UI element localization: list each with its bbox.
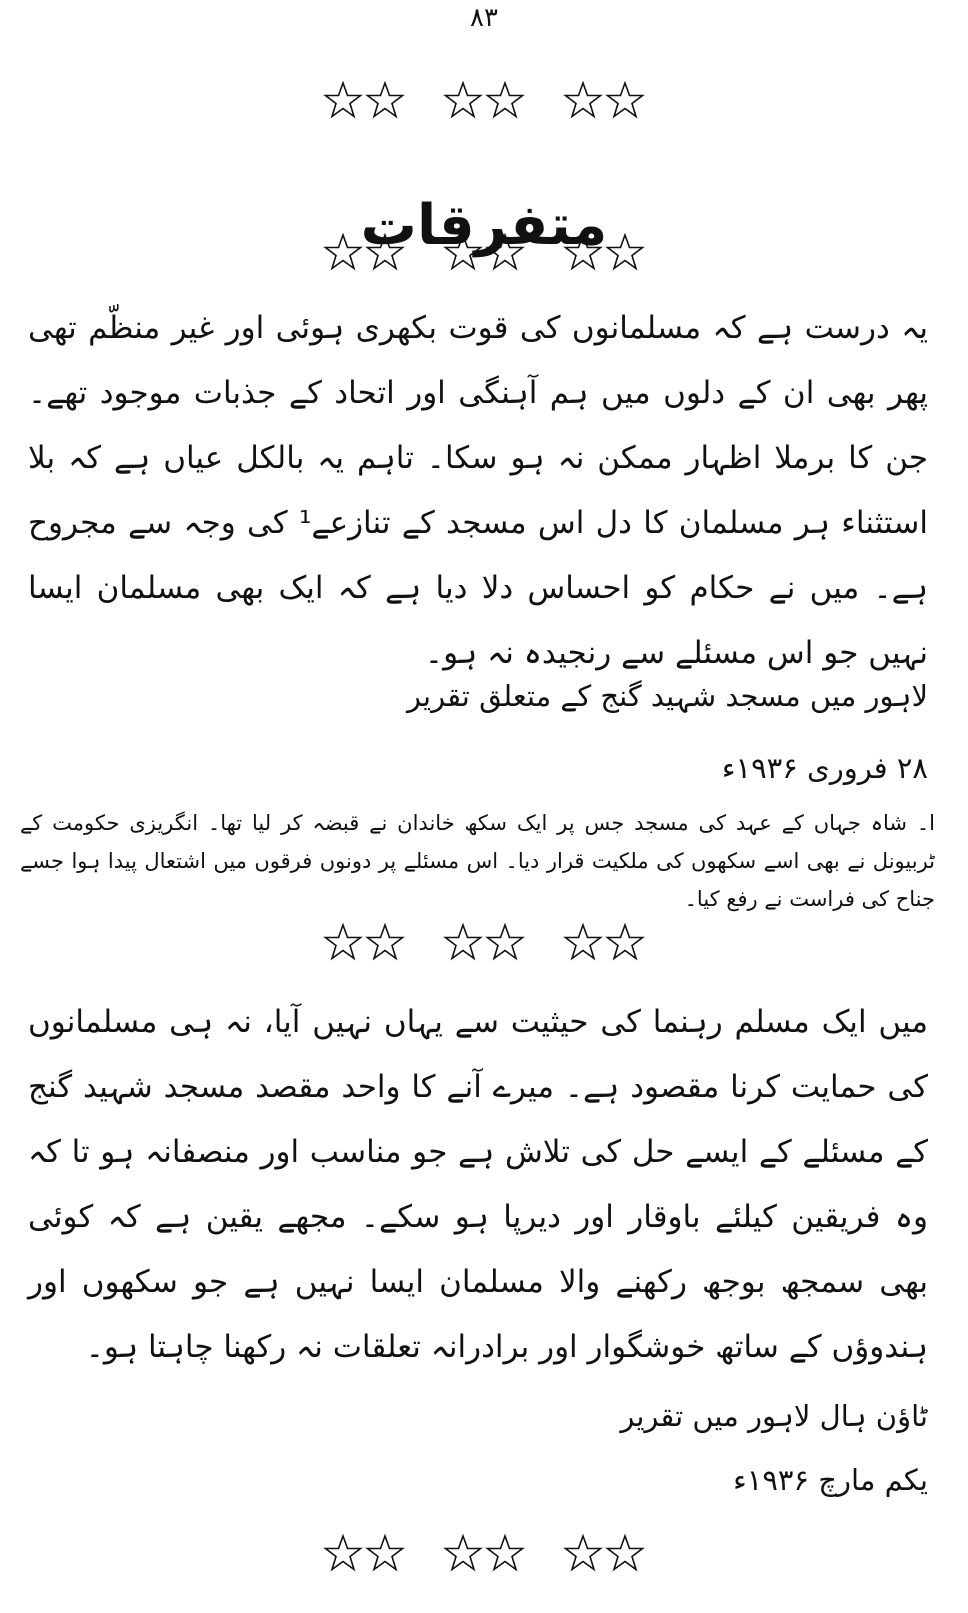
star-outline-icon [365, 232, 405, 272]
star-outline-icon [323, 232, 363, 272]
star-group [563, 1533, 645, 1573]
star-divider-top [0, 80, 968, 120]
star-outline-icon [365, 1533, 405, 1573]
speech-occasion: ٹاؤن ہال لاہور میں تقریر [620, 1399, 928, 1433]
star-divider-below-title [0, 232, 968, 272]
star-group [323, 232, 405, 272]
star-outline-icon [443, 1533, 483, 1573]
star-outline-icon [563, 80, 603, 120]
star-outline-icon [365, 80, 405, 120]
star-group [443, 1533, 525, 1573]
star-outline-icon [605, 232, 645, 272]
star-outline-icon [605, 922, 645, 962]
speech-occasion: لاہور میں مسجد شہید گنج کے متعلق تقریر [407, 679, 928, 713]
star-outline-icon [485, 80, 525, 120]
star-group [443, 232, 525, 272]
star-outline-icon [443, 922, 483, 962]
star-group [563, 232, 645, 272]
star-outline-icon [323, 1533, 363, 1573]
speech-paragraph: یہ درست ہے کہ مسلمانوں کی قوت بکھری ہوئی اور غیر منظّم تھی پھر بھی ان کے دلوں میں ہم آہنگی اور اتحاد کے جذبات موجود تھے۔ جن کا برملا اظہار ممکن نہ ہو سکا۔ تاہم یہ بالکل عیاں ہے کہ بلا استثناء ہر مسلمان کا دل اس مسجد کے تنازعے¹ کی وجہ سے مجروح ہے۔ میں نے حکام کو احساس دلا دیا ہے کہ ایک بھی مسلمان ایسا نہیں جو اس مسئلے سے رنجیدہ نہ ہو۔ [28, 310, 928, 671]
star-divider-bottom [0, 1533, 968, 1573]
star-outline-icon [563, 922, 603, 962]
page-number: ۸۳ [470, 3, 498, 33]
page-title: متفرقات [360, 192, 608, 258]
footnote: ا۔ شاہ جہاں کے عہد کی مسجد جس پر ایک سکھ خاندان نے قبضہ کر لیا تھا۔ انگریزی حکومت کے ٹربیونل نے بھی اسے سکھوں کی ملکیت قرار دیا۔ اس مسئلے پر دونوں فرقوں میں اشتعال پیدا ہوا جسے جناح کی فراست نے رفع کیا۔ [20, 811, 935, 911]
star-group [563, 922, 645, 962]
speech-date: یکم مارچ ۱۹۳۶ء [733, 1463, 928, 1497]
speech-paragraph: میں ایک مسلم رہنما کی حیثیت سے یہاں نہیں آیا، نہ ہی مسلمانوں کی حمایت کرنا مقصود ہے۔ میرے آنے کا واحد مقصد مسجد شہید گنج کے مسئلے کے ایسے حل کی تلاش ہے جو مناسب اور منصفانہ ہو تا کہ وہ فریقین کیلئے باوقار اور دیرپا ہو سکے۔ مجھے یقین ہے کہ کوئی بھی سمجھ بوجھ رکھنے والا مسلمان ایسا نہیں ہے جو سکھوں اور ہندوؤں کے ساتھ خوشگوار اور برادرانہ تعلقات نہ رکھنا چاہتا ہو۔ [28, 1004, 928, 1365]
star-group [323, 80, 405, 120]
star-outline-icon [443, 232, 483, 272]
star-outline-icon [485, 922, 525, 962]
star-outline-icon [485, 1533, 525, 1573]
star-group [443, 922, 525, 962]
star-outline-icon [443, 80, 483, 120]
star-outline-icon [605, 80, 645, 120]
star-outline-icon [605, 1533, 645, 1573]
star-outline-icon [563, 1533, 603, 1573]
star-group [323, 1533, 405, 1573]
star-group [563, 80, 645, 120]
star-group [323, 922, 405, 962]
star-outline-icon [563, 232, 603, 272]
star-divider-middle [0, 922, 968, 962]
star-outline-icon [485, 232, 525, 272]
star-outline-icon [365, 922, 405, 962]
star-group [443, 80, 525, 120]
star-outline-icon [323, 922, 363, 962]
speech-date: ۲۸ فروری ۱۹۳۶ء [721, 751, 928, 785]
star-outline-icon [323, 80, 363, 120]
